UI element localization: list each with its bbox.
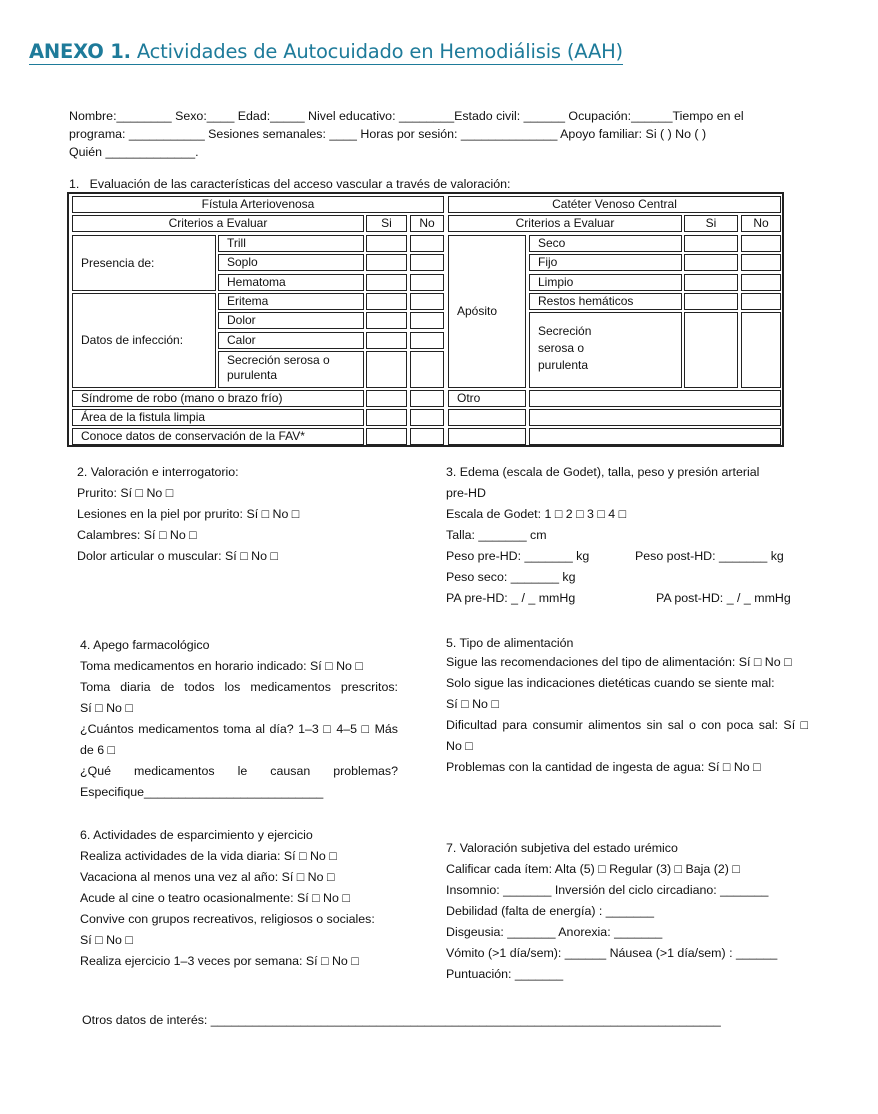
cvc-si-box[interactable]: [684, 254, 738, 271]
cvc-heading: Catéter Venoso Central: [448, 196, 781, 213]
toma-diaria-question[interactable]: Toma diaria de todos los medicamentos prescritos:: [80, 680, 398, 694]
cvc-no-box[interactable]: [741, 274, 781, 291]
agua-question[interactable]: Problemas con la cantidad de ingesta de agua: Sí □ No □: [446, 760, 761, 774]
horario-question[interactable]: Toma medicamentos en horario indicado: Sí □ No □: [80, 659, 363, 673]
fav-item-hematoma: Hematoma: [218, 274, 364, 291]
cvc-item-seco: Seco: [529, 235, 682, 252]
fav-si-box[interactable]: [366, 332, 407, 349]
puntuacion-field[interactable]: Puntuación: _______: [446, 967, 564, 981]
fav-no-box[interactable]: [410, 274, 444, 291]
section-1-text: Evaluación de las características del acceso vascular a través de valoración:: [89, 177, 511, 191]
section-5: [446, 634, 808, 778]
cvc-si-box[interactable]: [684, 312, 738, 388]
fav-row-conservacion: Conoce datos de conservación de la FAV*: [72, 428, 364, 445]
fav-no-box[interactable]: [410, 293, 444, 310]
fav-item-trill: Trill: [218, 235, 364, 252]
insomnio-field[interactable]: Insomnio: _______ Inversión del ciclo circadiano: _______: [446, 883, 769, 897]
cvc-item-fijo: Fijo: [529, 254, 682, 271]
cvc-item-restos: Restos hemáticos: [529, 293, 682, 310]
sal-options[interactable]: No □: [446, 739, 473, 753]
presencia-label: Presencia de:: [72, 235, 216, 291]
cvc-si-box[interactable]: [684, 293, 738, 310]
peso-seco-field[interactable]: Peso seco: _______ kg: [446, 570, 576, 584]
section-2: [77, 462, 397, 567]
section-4: [80, 635, 398, 803]
cvc-empty-cell: [448, 428, 526, 445]
calificar-options[interactable]: Calificar cada ítem: Alta (5) □ Regular (3) □ Baja (2) □: [446, 862, 740, 876]
section-2-title: 2. Valoración e interrogatorio:: [77, 465, 239, 479]
patient-info: [69, 107, 787, 161]
fav-si-box[interactable]: [366, 428, 407, 445]
peso-post-field[interactable]: Peso post-HD: _______ kg: [635, 549, 784, 563]
fav-no-box[interactable]: [410, 312, 444, 329]
fav-no-box[interactable]: [410, 390, 444, 407]
cuantos-question[interactable]: ¿Cuántos medicamentos toma al día? 1–3 □ 4–5 □ Más: [80, 722, 398, 736]
problemas-question[interactable]: ¿Qué medicamentos le causan problemas?: [80, 764, 398, 778]
aposito-label: Apósito: [448, 235, 526, 388]
section-3: [446, 462, 816, 609]
cvc-si-box[interactable]: [684, 274, 738, 291]
section-1-number: 1.: [69, 177, 80, 191]
cvc-no-box[interactable]: [741, 312, 781, 388]
fav-heading: Fístula Arteriovenosa: [72, 196, 444, 213]
fav-item-dolor: Dolor: [218, 312, 364, 329]
section-3-title: 3. Edema (escala de Godet), talla, peso y presión arterial: [446, 465, 760, 479]
recomendaciones-question[interactable]: Sigue las recomendaciones del tipo de alimentación: Sí □ No □: [446, 655, 792, 669]
talla-field[interactable]: Talla: _______ cm: [446, 528, 547, 542]
fav-item-secrecion: Secreción serosa o purulenta: [218, 351, 364, 388]
cvc-otro-field[interactable]: [529, 390, 781, 407]
fav-si-header: Si: [366, 215, 407, 232]
section-4-title: 4. Apego farmacológico: [80, 638, 210, 652]
fav-no-box[interactable]: [410, 428, 444, 445]
fav-criteria-header: Criterios a Evaluar: [72, 215, 364, 232]
lesiones-question[interactable]: Lesiones en la piel por prurito: Sí □ No □: [77, 507, 300, 521]
cvc-no-header: No: [741, 215, 781, 232]
godet-scale[interactable]: Escala de Godet: 1 □ 2 □ 3 □ 4 □: [446, 507, 627, 521]
section-5-title: 5. Tipo de alimentación: [446, 636, 574, 650]
cvc-otro-label: Otro: [448, 390, 526, 407]
section-3-title-2: pre-HD: [446, 486, 486, 500]
cvc-empty-cell: [448, 409, 526, 426]
pa-pre-field[interactable]: PA pre-HD: _ / _ mmHg: [446, 591, 576, 605]
patient-info-line-2: programa: ___________ Sesiones semanales: ____ Horas por sesión: ______________ Apoyo familiar: Si ( ) No ( ): [69, 127, 707, 141]
cvc-si-header: Si: [684, 215, 738, 232]
fav-no-box[interactable]: [410, 409, 444, 426]
fav-no-box[interactable]: [410, 351, 444, 388]
cuantos-options[interactable]: de 6 □: [80, 743, 116, 757]
section-7: [446, 838, 816, 985]
fav-no-box[interactable]: [410, 332, 444, 349]
infeccion-label: Datos de infección:: [72, 293, 216, 388]
fav-si-box[interactable]: [366, 351, 407, 388]
fav-no-box[interactable]: [410, 235, 444, 252]
fav-si-box[interactable]: [366, 274, 407, 291]
cvc-no-box[interactable]: [741, 254, 781, 271]
indicaciones-options[interactable]: Sí □ No □: [446, 697, 499, 711]
convive-options[interactable]: Sí □ No □: [80, 933, 133, 947]
section-1-title: [69, 177, 510, 191]
fav-item-calor: Calor: [218, 332, 364, 349]
indicaciones-question[interactable]: Solo sigue las indicaciones dietéticas cuando se siente mal:: [446, 676, 775, 690]
section-7-title: 7. Valoración subjetiva del estado urémico: [446, 841, 678, 855]
section-6-title: 6. Actividades de esparcimiento y ejercicio: [80, 828, 313, 842]
fav-no-box[interactable]: [410, 254, 444, 271]
page-title: [29, 40, 623, 65]
cine-question[interactable]: Acude al cine o teatro ocasionalmente: Sí □ No □: [80, 891, 350, 905]
section-6: [80, 825, 410, 972]
fav-row-sindrome-robo: Síndrome de robo (mano o brazo frío): [72, 390, 364, 407]
fav-item-soplo: Soplo: [218, 254, 364, 271]
fav-si-box[interactable]: [366, 254, 407, 271]
fav-si-box[interactable]: [366, 235, 407, 252]
cvc-no-box[interactable]: [741, 235, 781, 252]
vida-diaria-question[interactable]: Realiza actividades de la vida diaria: Sí □ No □: [80, 849, 337, 863]
cvc-empty-cell: [529, 428, 781, 445]
debilidad-field[interactable]: Debilidad (falta de energía) : _______: [446, 904, 655, 918]
sal-question[interactable]: Dificultad para consumir alimentos sin sal o con poca sal: Sí □: [446, 718, 808, 732]
fav-si-box[interactable]: [366, 390, 407, 407]
cvc-no-box[interactable]: [741, 293, 781, 310]
fav-item-eritema: Eritema: [218, 293, 364, 310]
fav-si-box[interactable]: [366, 409, 407, 426]
pa-post-field[interactable]: PA post-HD: _ / _ mmHg: [656, 591, 791, 605]
cvc-empty-cell: [529, 409, 781, 426]
especifique-field[interactable]: Especifique__________________________: [80, 785, 324, 799]
fav-si-box[interactable]: [366, 312, 407, 329]
fav-si-box[interactable]: [366, 293, 407, 310]
vomito-field[interactable]: Vómito (>1 día/sem): ______ Náusea (>1 día/sem) : ______: [446, 946, 778, 960]
disgeusia-field[interactable]: Disgeusia: _______ Anorexia: _______: [446, 925, 663, 939]
cvc-item-limpio: Limpio: [529, 274, 682, 291]
annex-label: ANEXO 1.: [29, 40, 131, 63]
prurito-question[interactable]: Prurito: Sí □ No □: [77, 486, 174, 500]
cvc-si-box[interactable]: [684, 235, 738, 252]
calambres-question[interactable]: Calambres: Sí □ No □: [77, 528, 197, 542]
title-text: Actividades de Autocuidado en Hemodiálisis (AAH): [136, 40, 623, 63]
vacaciona-question[interactable]: Vacaciona al menos una vez al año: Sí □ No □: [80, 870, 335, 884]
dolor-question[interactable]: Dolor articular o muscular: Sí □ No □: [77, 549, 278, 563]
vascular-access-table: [67, 192, 784, 447]
ejercicio-question[interactable]: Realiza ejercicio 1–3 veces por semana: Sí □ No □: [80, 954, 359, 968]
fav-no-header: No: [410, 215, 444, 232]
toma-diaria-options[interactable]: Sí □ No □: [80, 701, 133, 715]
patient-info-line-3: Quién _____________.: [69, 145, 199, 159]
peso-pre-field[interactable]: Peso pre-HD: _______ kg: [446, 549, 590, 563]
otros-datos-field[interactable]: Otros datos de interés: __________________________________________________________________________: [82, 1013, 721, 1027]
cvc-item-secrecion: Secreción serosa o purulenta: [529, 312, 682, 388]
convive-question[interactable]: Convive con grupos recreativos, religiosos o sociales:: [80, 912, 375, 926]
fav-row-area-limpia: Área de la fistula limpia: [72, 409, 364, 426]
patient-info-line-1: Nombre:________ Sexo:____ Edad:_____ Nivel educativo: ________Estado civil: ______ Ocupación:______Tiempo en el: [69, 109, 744, 123]
cvc-criteria-header: Criterios a Evaluar: [448, 215, 682, 232]
